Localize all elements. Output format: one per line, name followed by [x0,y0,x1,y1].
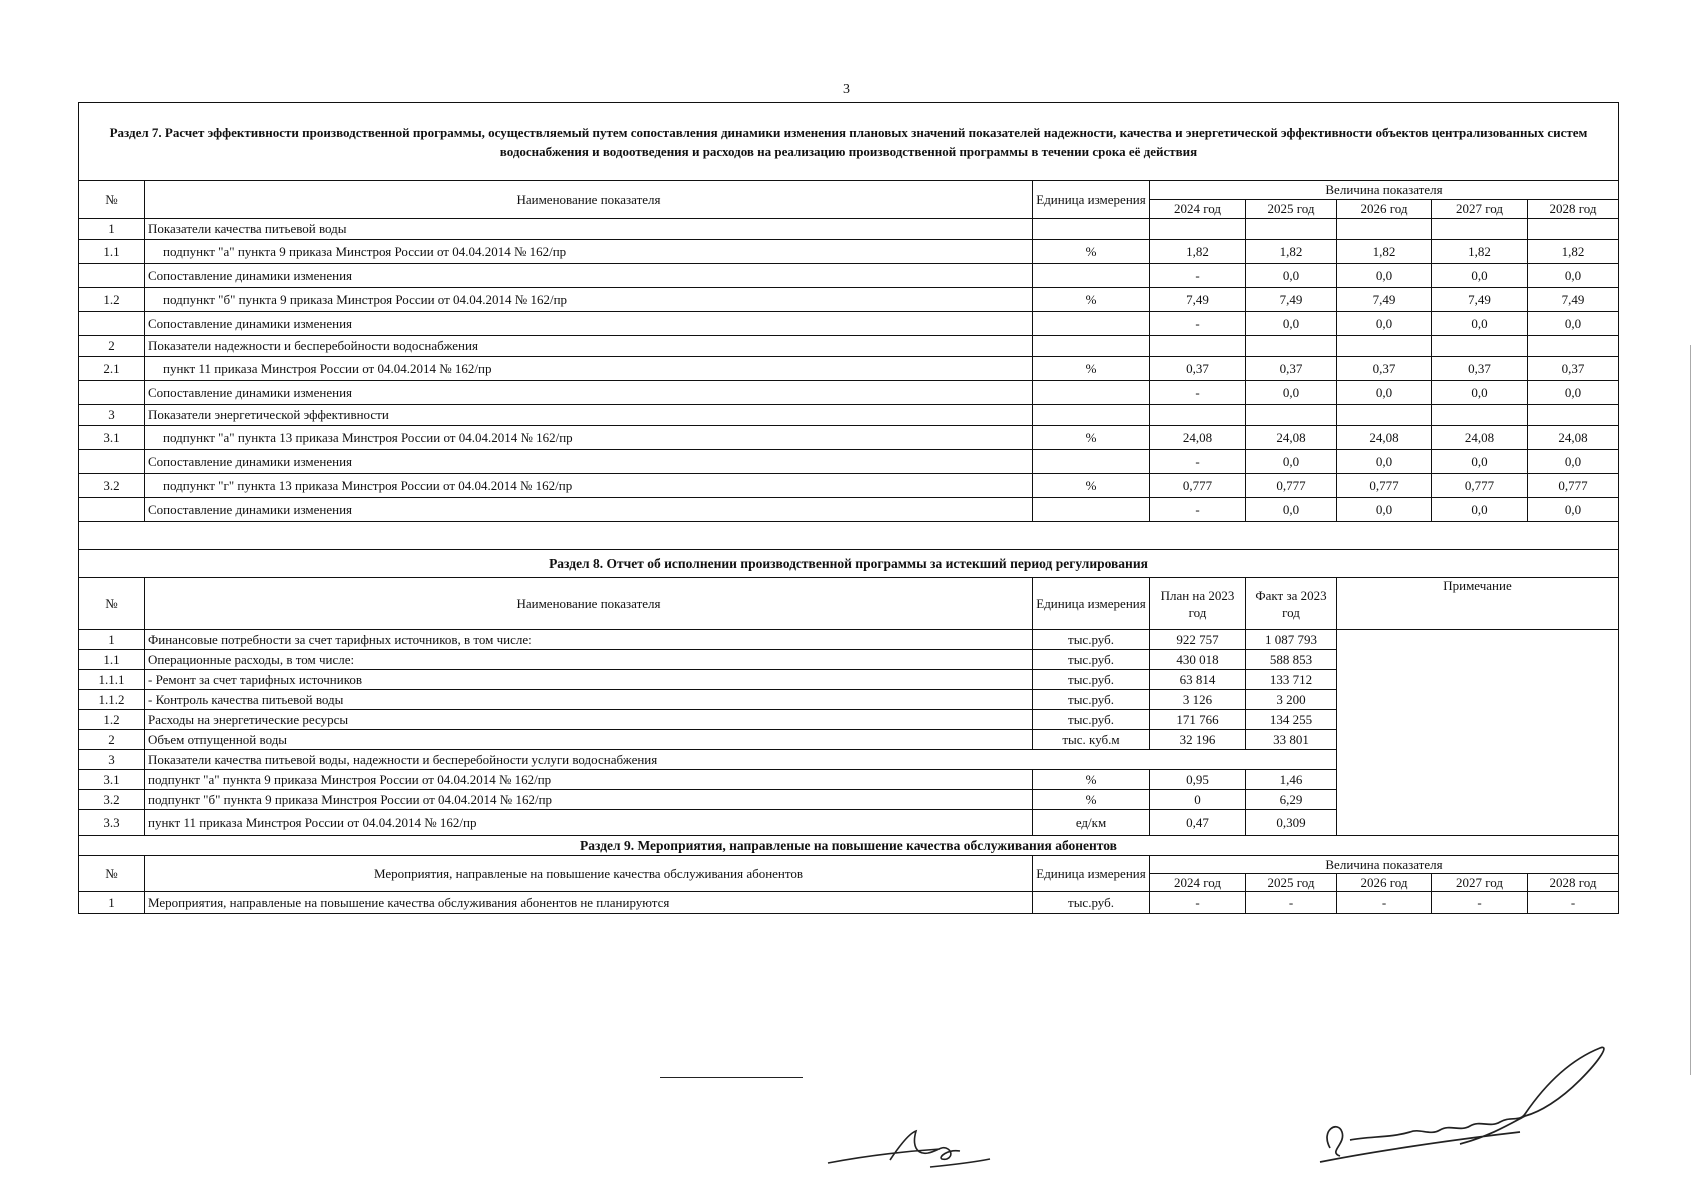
value-cell: 0,0 [1432,450,1528,474]
row-number: 2 [79,336,145,357]
table-row [79,312,1619,336]
row-number: 1.2 [79,288,145,312]
value-cell: - [1150,450,1246,474]
unit-cell: % [1033,240,1150,264]
unit-cell: % [1033,426,1150,450]
col-header-year: 2026 год [1337,874,1432,892]
page-number: 3 [843,82,850,97]
col-header-unit: Единица измерения [1033,578,1150,630]
indicator-name: Сопоставление динамики изменения [145,381,1033,405]
signature-mark-left [820,1115,1000,1175]
row-number: 2.1 [79,357,145,381]
section8-header-row [79,578,1619,630]
value-cell: 0,0 [1528,264,1619,288]
fact-cell: 6,29 [1246,790,1337,810]
plan-cell: 430 018 [1150,650,1246,670]
fact-cell: 1 087 793 [1246,630,1337,650]
row-number: 1.1.2 [79,690,145,710]
value-cell: - [1246,892,1337,914]
indicator-name: Сопоставление динамики изменения [145,450,1033,474]
table-row [79,630,1619,650]
plan-cell: 32 196 [1150,730,1246,750]
col-header-year: 2028 год [1528,200,1619,219]
section7-header-row [79,181,1619,200]
table-row [79,498,1619,522]
col-header-year: 2026 год [1337,200,1432,219]
value-cell: 7,49 [1150,288,1246,312]
value-cell: 24,08 [1528,426,1619,450]
row-number: 1.1 [79,240,145,264]
value-cell: 0,0 [1246,381,1337,405]
fact-cell: 1,46 [1246,770,1337,790]
table-row [79,240,1619,264]
col-header-year: 2027 год [1432,200,1528,219]
value-cell: 24,08 [1337,426,1432,450]
col-header-year: 2025 год [1246,200,1337,219]
value-cell: - [1150,264,1246,288]
col-header-year: 2027 год [1432,874,1528,892]
signature-line [660,1077,803,1078]
section9-header-row [79,856,1619,874]
value-cell: 7,49 [1337,288,1432,312]
unit-cell: тыс.руб. [1033,670,1150,690]
value-cell: 1,82 [1246,240,1337,264]
value-cell: 0,0 [1337,312,1432,336]
plan-cell: 922 757 [1150,630,1246,650]
value-cell: 0,777 [1150,474,1246,498]
indicator-name: Показатели надежности и бесперебойности водоснабжения [145,336,1033,357]
indicator-name: подпункт "г" пункта 13 приказа Минстроя России от 04.04.2014 № 162/пр [145,474,1033,498]
note-cell [1337,630,1619,836]
value-cell [1528,219,1619,240]
unit-cell [1033,336,1150,357]
table-row [79,426,1619,450]
unit-cell [1033,312,1150,336]
unit-cell: тыс.руб. [1033,690,1150,710]
plan-cell: 0,95 [1150,770,1246,790]
measure-name: Мероприятия, направленые на повышение качества обслуживания абонентов не планируются [145,892,1033,914]
value-cell: 0,0 [1246,312,1337,336]
section8-title-row [79,550,1619,578]
value-cell: 0,37 [1150,357,1246,381]
value-cell: - [1150,892,1246,914]
report-sheet [78,102,1618,914]
fact-cell: 134 255 [1246,710,1337,730]
value-cell: 0,37 [1246,357,1337,381]
col-header-name: Наименование показателя [145,181,1033,219]
value-cell: 0,0 [1528,312,1619,336]
indicator-name: подпункт "б" пункта 9 приказа Минстроя России от 04.04.2014 № 162/пр [145,288,1033,312]
unit-cell: % [1033,357,1150,381]
row-number: 3.1 [79,426,145,450]
value-cell [1432,336,1528,357]
value-cell: 0,777 [1432,474,1528,498]
value-cell: - [1150,498,1246,522]
indicator-name: Показатели качества питьевой воды [145,219,1033,240]
value-cell: 0,0 [1528,381,1619,405]
value-cell: 0,0 [1337,264,1432,288]
col-header-value: Величина показателя [1150,181,1619,200]
indicator-name: подпункт "а" пункта 9 приказа Минстроя России от 04.04.2014 № 162/пр [145,240,1033,264]
section7-title-row [79,103,1619,181]
report-table [78,102,1619,914]
col-header-name: Наименование показателя [145,578,1033,630]
table-row [79,336,1619,357]
value-cell: 0,0 [1337,498,1432,522]
value-cell: 24,08 [1246,426,1337,450]
plan-cell: 0 [1150,790,1246,810]
indicator-name: Показатели качества питьевой воды, надежности и бесперебойности услуги водоснабжения [145,750,1337,770]
value-cell: - [1432,892,1528,914]
value-cell: 0,0 [1432,498,1528,522]
row-number [79,312,145,336]
indicator-name: Сопоставление динамики изменения [145,498,1033,522]
unit-cell: тыс.руб. [1033,630,1150,650]
value-cell: - [1150,312,1246,336]
indicator-name: пункт 11 приказа Минстроя России от 04.04.2014 № 162/пр [145,357,1033,381]
value-cell: 0,0 [1432,312,1528,336]
fact-cell: 588 853 [1246,650,1337,670]
indicator-name: Показатели энергетической эффективности [145,405,1033,426]
unit-cell: тыс.руб. [1033,650,1150,670]
col-header-plan: План на 2023 год [1150,578,1246,630]
value-cell: 1,82 [1337,240,1432,264]
row-number: 3 [79,405,145,426]
value-cell [1337,405,1432,426]
row-number [79,498,145,522]
table-row [79,381,1619,405]
value-cell: 1,82 [1150,240,1246,264]
value-cell: 7,49 [1528,288,1619,312]
value-cell: 24,08 [1150,426,1246,450]
value-cell [1528,405,1619,426]
section9-title: Раздел 9. Мероприятия, направленые на повышение качества обслуживания абонентов [79,836,1619,856]
indicator-name: подпункт "а" пункта 9 приказа Минстроя России от 04.04.2014 № 162/пр [145,770,1033,790]
indicator-name: подпункт "б" пункта 9 приказа Минстроя России от 04.04.2014 № 162/пр [145,790,1033,810]
row-number: 3.1 [79,770,145,790]
value-cell: 0,777 [1528,474,1619,498]
value-cell [1337,219,1432,240]
value-cell: 0,0 [1246,264,1337,288]
value-cell: 0,0 [1337,381,1432,405]
value-cell: 0,0 [1432,381,1528,405]
signature-mark-right [1310,1040,1610,1170]
value-cell [1337,336,1432,357]
value-cell [1432,405,1528,426]
value-cell: - [1337,892,1432,914]
fact-cell: 133 712 [1246,670,1337,690]
indicator-name: подпункт "а" пункта 13 приказа Минстроя России от 04.04.2014 № 162/пр [145,426,1033,450]
row-number: 3.2 [79,474,145,498]
value-cell: 0,0 [1528,450,1619,474]
value-cell: 0,37 [1432,357,1528,381]
col-header-unit: Единица измерения [1033,181,1150,219]
value-cell [1432,219,1528,240]
unit-cell: тыс.руб. [1033,710,1150,730]
scan-edge-line [1690,345,1691,1075]
col-header-unit: Единица измерения [1033,856,1150,892]
indicator-name: пункт 11 приказа Минстроя России от 04.04.2014 № 162/пр [145,810,1033,836]
unit-cell [1033,219,1150,240]
indicator-name: Объем отпущенной воды [145,730,1033,750]
table-row [79,288,1619,312]
value-cell: - [1528,892,1619,914]
section7-title: Раздел 7. Расчет эффективности производственной программы, осуществляемый путем сопоставления динамики изменения плановых значений показателей надежности, качества и энергетической эффективности объектов централизованных систем водоснабжения и водоотведения и расходов на реализацию производственной программы в течении срока её действия [79,103,1619,181]
row-number [79,264,145,288]
value-cell: 0,777 [1337,474,1432,498]
value-cell: 0,0 [1246,498,1337,522]
unit-cell [1033,381,1150,405]
col-header-no: № [79,181,145,219]
col-header-value: Величина показателя [1150,856,1619,874]
value-cell: 0,777 [1246,474,1337,498]
row-number: 3 [79,750,145,770]
unit-cell: % [1033,790,1150,810]
indicator-name: Расходы на энергетические ресурсы [145,710,1033,730]
row-number [79,450,145,474]
value-cell [1150,336,1246,357]
table-row [79,405,1619,426]
value-cell: 0,0 [1432,264,1528,288]
row-number: 3.2 [79,790,145,810]
unit-cell [1033,264,1150,288]
col-header-no: № [79,856,145,892]
value-cell [1246,336,1337,357]
col-header-year: 2024 год [1150,200,1246,219]
col-header-year: 2024 год [1150,874,1246,892]
row-number: 1 [79,219,145,240]
col-header-note: Примечание [1337,578,1619,630]
fact-cell: 3 200 [1246,690,1337,710]
value-cell: 0,0 [1246,450,1337,474]
table-row [79,264,1619,288]
fact-cell: 0,309 [1246,810,1337,836]
fact-cell: 33 801 [1246,730,1337,750]
table-row [79,474,1619,498]
value-cell [1528,336,1619,357]
indicator-name: Операционные расходы, в том числе: [145,650,1033,670]
indicator-name: Финансовые потребности за счет тарифных источников, в том числе: [145,630,1033,650]
row-number: 1 [79,892,145,914]
spacer-row [79,522,1619,550]
value-cell: 1,82 [1432,240,1528,264]
value-cell: 1,82 [1528,240,1619,264]
col-header-name: Мероприятия, направленые на повышение качества обслуживания абонентов [145,856,1033,892]
value-cell: 0,0 [1337,450,1432,474]
col-header-year: 2028 год [1528,874,1619,892]
row-number: 1.1.1 [79,670,145,690]
indicator-name: Сопоставление динамики изменения [145,264,1033,288]
spacer-cell [79,522,1619,550]
row-number: 1.2 [79,710,145,730]
indicator-name: Сопоставление динамики изменения [145,312,1033,336]
indicator-name: - Ремонт за счет тарифных источников [145,670,1033,690]
unit-cell [1033,498,1150,522]
table-row [79,219,1619,240]
unit-cell: % [1033,770,1150,790]
plan-cell: 171 766 [1150,710,1246,730]
value-cell [1150,405,1246,426]
value-cell: 0,37 [1528,357,1619,381]
table-row [79,892,1619,914]
unit-cell: тыс. куб.м [1033,730,1150,750]
unit-cell: % [1033,474,1150,498]
row-number: 3.3 [79,810,145,836]
value-cell: - [1150,381,1246,405]
value-cell: 0,0 [1528,498,1619,522]
unit-cell [1033,405,1150,426]
value-cell [1246,219,1337,240]
table-row [79,357,1619,381]
plan-cell: 63 814 [1150,670,1246,690]
section9-title-row [79,836,1619,856]
indicator-name: - Контроль качества питьевой воды [145,690,1033,710]
plan-cell: 0,47 [1150,810,1246,836]
row-number [79,381,145,405]
col-header-year: 2025 год [1246,874,1337,892]
row-number: 1 [79,630,145,650]
unit-cell [1033,450,1150,474]
row-number: 2 [79,730,145,750]
value-cell [1246,405,1337,426]
value-cell: 24,08 [1432,426,1528,450]
value-cell: 0,37 [1337,357,1432,381]
section8-title: Раздел 8. Отчет об исполнении производственной программы за истекший период регулирования [79,550,1619,578]
unit-cell: тыс.руб. [1033,892,1150,914]
col-header-no: № [79,578,145,630]
unit-cell: % [1033,288,1150,312]
col-header-fact: Факт за 2023 год [1246,578,1337,630]
unit-cell: ед/км [1033,810,1150,836]
table-row [79,450,1619,474]
plan-cell: 3 126 [1150,690,1246,710]
value-cell [1150,219,1246,240]
value-cell: 7,49 [1432,288,1528,312]
row-number: 1.1 [79,650,145,670]
value-cell: 7,49 [1246,288,1337,312]
